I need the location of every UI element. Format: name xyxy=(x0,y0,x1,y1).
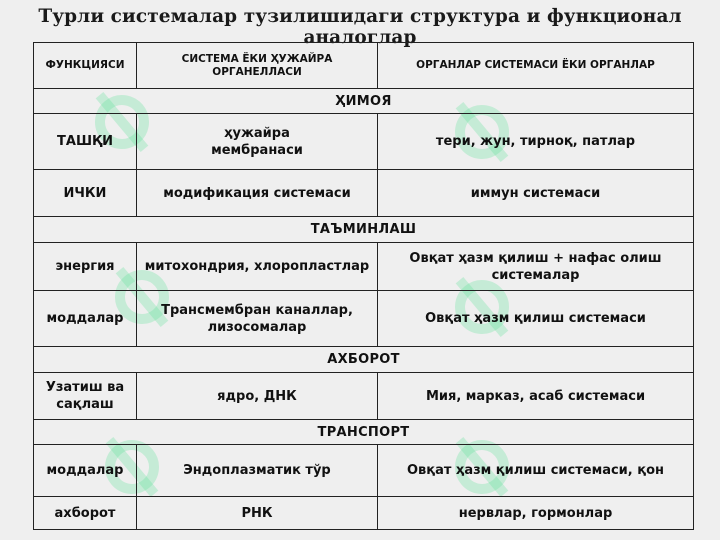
header-organs: ОРГАНЛАР СИСТЕМАСИ ЁКИ ОРГАНЛАР xyxy=(378,43,694,89)
cell-system: модификация системаси xyxy=(137,170,378,217)
cell-function xyxy=(34,373,137,420)
cell-organs: иммун системаси xyxy=(378,170,694,217)
cell-function: энергия xyxy=(34,243,137,291)
table-row xyxy=(34,445,694,497)
cell-system: Эндоплазматик тўр xyxy=(137,445,378,497)
cell-system-line2: мембранаси xyxy=(211,142,303,158)
section-title: АХБОРОТ xyxy=(34,347,694,373)
header-function: ФУНКЦИЯСИ xyxy=(34,43,137,89)
cell-function: моддалар xyxy=(34,445,137,497)
cell-system: РНК xyxy=(137,497,378,530)
cell-system-line1: ҳужайра xyxy=(224,125,290,141)
cell-system: ядро, ДНК xyxy=(137,373,378,420)
section-title: ҲИМОЯ xyxy=(34,89,694,114)
section-row xyxy=(34,347,694,373)
cell-organs: Овқат ҳазм қилиш системаси xyxy=(378,291,694,347)
cell-organs-line1: Овқат ҳазм қилиш + нафас олиш xyxy=(409,250,662,266)
cell-organs: нервлар, гормонлар xyxy=(378,497,694,530)
table-row xyxy=(34,170,694,217)
cell-function: ТАШҚИ xyxy=(34,114,137,170)
slide-title: Турли системалар тузилишидаги структура и функционал аналоглар xyxy=(38,6,682,48)
table-row xyxy=(34,291,694,347)
section-row xyxy=(34,217,694,243)
table-row xyxy=(34,373,694,420)
cell-system xyxy=(137,114,378,170)
cell-function: ИЧКИ xyxy=(34,170,137,217)
section-row xyxy=(34,420,694,445)
table-header-row xyxy=(34,43,694,89)
cell-system-line2: лизосомалар xyxy=(207,319,307,335)
cell-organs: тери, жун, тирноқ, патлар xyxy=(378,114,694,170)
section-title: ТРАНСПОРТ xyxy=(34,420,694,445)
cell-function-line1: Узатиш ва xyxy=(45,380,125,395)
section-row xyxy=(34,89,694,114)
cell-system-line1: Трансмембран каналлар, xyxy=(161,302,353,318)
cell-organs-line2: системалар xyxy=(491,267,580,283)
table-row xyxy=(34,243,694,291)
cell-organs: Овқат ҳазм қилиш системаси, қон xyxy=(378,445,694,497)
table-row xyxy=(34,114,694,170)
header-system-line2: ОРГАНЕЛЛАСИ xyxy=(212,65,302,78)
cell-function-line2: сақлаш xyxy=(56,397,114,412)
cell-system: митохондрия, хлоропластлар xyxy=(137,243,378,291)
section-title: ТАЪМИНЛАШ xyxy=(34,217,694,243)
header-system-line1: СИСТЕМА ЁКИ ҲУЖАЙРА xyxy=(181,52,333,65)
analogs-table xyxy=(33,42,694,530)
cell-system xyxy=(137,291,378,347)
cell-organs: Мия, марказ, асаб системаси xyxy=(378,373,694,420)
header-system xyxy=(137,43,378,89)
table-row xyxy=(34,497,694,530)
cell-organs xyxy=(378,243,694,291)
cell-function: моддалар xyxy=(34,291,137,347)
cell-function: ахборот xyxy=(34,497,137,530)
